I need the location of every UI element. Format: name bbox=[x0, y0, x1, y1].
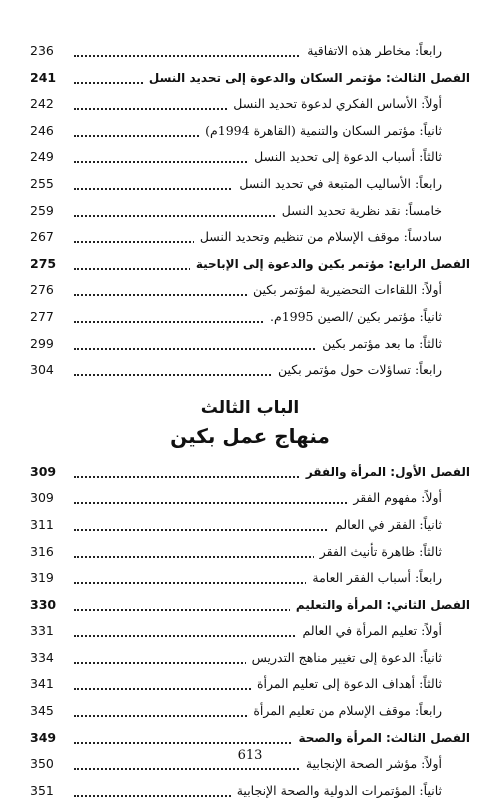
toc-entry-row bbox=[30, 671, 470, 698]
chapter-title: الفصل الثالث: مؤتمر السكان والدعوة إلى تحديد النسل bbox=[143, 69, 470, 87]
entry-page-number: 259 bbox=[30, 202, 54, 218]
entry-page-number: 275 bbox=[30, 255, 57, 271]
toc-entry-row bbox=[30, 38, 470, 65]
chapter-title: الفصل الثالث: المرأة والصحة bbox=[292, 729, 470, 747]
toc-entry-row bbox=[30, 118, 470, 145]
entry-page-number: 334 bbox=[30, 649, 54, 665]
entry-page-number: 331 bbox=[30, 623, 54, 639]
part-label: الباب الثالث bbox=[200, 397, 300, 418]
entry-title: ثالثاً: ما بعد مؤتمر بكين bbox=[316, 335, 470, 353]
entry-page-number: 277 bbox=[30, 308, 54, 324]
entry-page-number: 311 bbox=[30, 516, 54, 532]
toc-entry-row bbox=[30, 91, 470, 118]
chapter-title: الفصل الثاني: المرأة والتعليم bbox=[290, 596, 470, 614]
entry-page-number: 299 bbox=[30, 335, 54, 351]
toc-entry-row bbox=[30, 645, 470, 672]
entry-title: ثالثاً: أهداف الدعوة إلى تعليم المرأة bbox=[251, 675, 470, 693]
toc-entry-row bbox=[30, 698, 470, 725]
toc-entry-row bbox=[30, 277, 470, 304]
entry-title: ثانياً: مؤتمر بكين /الصين 1995م. bbox=[264, 308, 470, 326]
entry-page-number: 319 bbox=[30, 570, 54, 586]
entry-page-number: 255 bbox=[30, 175, 54, 191]
entry-page-number: 242 bbox=[30, 96, 54, 112]
entry-page-number: 309 bbox=[30, 463, 57, 479]
entry-title: أولاً: مؤشر الصحة الإنجابية bbox=[300, 755, 470, 773]
toc-entry-row bbox=[30, 357, 470, 384]
entry-page-number: 349 bbox=[30, 729, 57, 745]
toc-entry-row bbox=[30, 171, 470, 198]
entry-title: أولاً: الأساس الفكري لدعوة تحديد النسل bbox=[227, 95, 470, 113]
entry-title: رابعاً: مخاطر هذه الاتفاقية bbox=[301, 42, 470, 60]
entry-page-number: 304 bbox=[30, 362, 54, 378]
page-number: 613 bbox=[237, 748, 263, 763]
toc-chapter-row bbox=[30, 251, 470, 278]
entry-page-number: 341 bbox=[30, 676, 54, 692]
chapter-title: الفصل الأول: المرأة والفقر bbox=[300, 463, 470, 481]
entry-page-number: 236 bbox=[30, 43, 54, 58]
entry-title: رابعاً: أسباب الفقر العامة bbox=[306, 569, 470, 587]
toc-entry-row bbox=[30, 224, 470, 251]
entry-title: أولاً: اللقاءات التحضيرية لمؤتمر بكين bbox=[247, 281, 470, 299]
toc-chapter-row bbox=[30, 65, 470, 92]
toc-entry-row bbox=[30, 304, 470, 331]
entry-title: ثانياً: الدعوة إلى تغيير مناهج التدريس bbox=[246, 649, 470, 667]
chapter-title: الفصل الرابع: مؤتمر بكين والدعوة إلى الإباحية bbox=[190, 255, 470, 273]
entry-page-number: 309 bbox=[30, 490, 54, 506]
toc-entry-row bbox=[30, 331, 470, 358]
toc-entry-row bbox=[30, 512, 470, 539]
toc-chapter-row bbox=[30, 592, 470, 619]
part-heading bbox=[30, 395, 470, 451]
toc-entry-row bbox=[30, 198, 470, 225]
table-of-contents bbox=[30, 38, 470, 804]
entry-title: رابعاً: تساؤلات حول مؤتمر بكين bbox=[272, 361, 470, 379]
entry-title: سادساً: موقف الإسلام من تنظيم وتحديد النسل bbox=[194, 228, 470, 246]
part-title: منهاج عمل بكين bbox=[170, 423, 330, 448]
entry-page-number: 316 bbox=[30, 543, 54, 559]
entry-page-number: 246 bbox=[30, 122, 54, 138]
entry-title: ثانياً: مؤتمر السكان والتنمية (القاهرة 1994م) bbox=[199, 122, 470, 140]
toc-entry-row bbox=[30, 485, 470, 512]
toc-entry-row bbox=[30, 144, 470, 171]
entry-title: أولاً: تعليم المرأة في العالم bbox=[296, 622, 470, 640]
entry-page-number: 351 bbox=[30, 782, 54, 798]
entry-title: أولاً: مفهوم الفقر bbox=[347, 489, 470, 507]
entry-page-number: 241 bbox=[30, 69, 57, 85]
entry-title: رابعاً: موقف الإسلام من تعليم المرأة bbox=[247, 702, 470, 720]
entry-title: ثانياً: الفقر في العالم bbox=[329, 516, 470, 534]
toc-entry-row bbox=[30, 565, 470, 592]
entry-title: ثالثاً: أسباب الدعوة إلى تحديد النسل bbox=[248, 148, 470, 166]
entry-page-number: 330 bbox=[30, 596, 57, 612]
toc-entry-row bbox=[30, 539, 470, 566]
entry-page-number: 249 bbox=[30, 149, 54, 165]
entry-title: ثالثاً: ظاهرة تأنيث الفقر bbox=[314, 543, 470, 561]
entry-title: خامساً: نقد نظرية تحديد النسل bbox=[276, 202, 470, 220]
entry-title: ثانياً: المؤتمرات الدولية والصحة الإنجابية bbox=[231, 782, 470, 800]
toc-entry-row bbox=[30, 618, 470, 645]
entry-page-number: 276 bbox=[30, 282, 54, 298]
entry-page-number: 350 bbox=[30, 756, 54, 772]
entry-page-number: 345 bbox=[30, 703, 54, 719]
toc-chapter-row bbox=[30, 459, 470, 486]
toc-upper-list bbox=[30, 38, 470, 384]
entry-title: رابعاً: الأساليب المتبعة في تحديد النسل bbox=[233, 175, 470, 193]
entry-page-number: 267 bbox=[30, 229, 54, 245]
